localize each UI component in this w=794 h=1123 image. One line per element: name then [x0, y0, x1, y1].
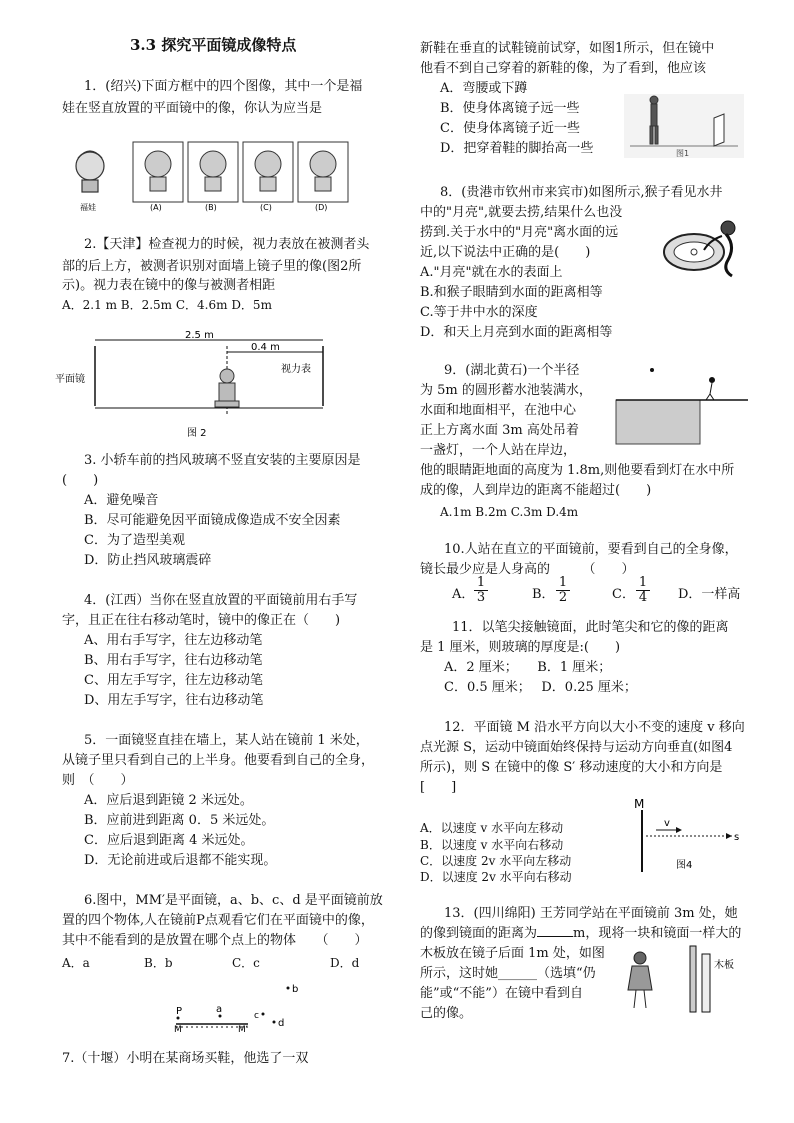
mirror-icon: [690, 946, 696, 1012]
q3-a: A．避免噪音: [84, 493, 159, 508]
q6-opt-c: C．c: [232, 956, 260, 970]
q6-line2: 置的四个物体,人在镜前P点观看它们在平面镜中的像，: [62, 913, 374, 928]
fuwa-original: [76, 151, 104, 192]
q10-a-fraction: $\frac{1}{3}$: [474, 576, 488, 605]
arrow-right-icon: [676, 827, 682, 833]
q11-ab: A．2 厘米； B．1 厘米；: [444, 660, 612, 675]
q5-line1: 5．一面镜竖直挂在墙上，某人站在镜前 1 米处，: [84, 733, 369, 748]
q3-d: D．防止挡风玻璃震碎: [84, 553, 212, 568]
q8-b: B.和猴子眼睛到水面的距离相等: [420, 285, 603, 300]
q6-label-d: d: [278, 1018, 285, 1029]
q6-line1: 6.图中，MM′是平面镜，a、b、c、d 是平面镜前放: [84, 893, 383, 908]
q6-opt-b: B．b: [144, 956, 173, 970]
person-icon: [215, 369, 239, 407]
q8-line1: 8．(贵港市钦州市来宾市)如图所示,猴子看见水井: [440, 185, 723, 200]
q5-line2: 从镜子里只看到自己的上半身。他要看到自己的全身，: [62, 753, 375, 768]
q10-c-fraction: $\frac{1}{4}$: [636, 576, 650, 605]
q1-label-d: (D): [315, 203, 328, 212]
q8-line4: 近,以下说法中正确的是( ): [420, 245, 591, 260]
q12-line3: 所示)，则 S 在镜中的像 S′ 移动速度的大小和方向是: [420, 760, 723, 775]
q5-a: A．应后退到距镜 2 米远处。: [84, 793, 253, 808]
board-icon: [702, 954, 710, 1012]
q10-line2: 镜长最少应是人身高的 （ ）: [420, 562, 635, 577]
q8-figure: [656, 212, 752, 284]
q12-c: C．以速度 2v 水平向左移动: [420, 854, 572, 868]
q2-line1: 2.【天津】检查视力的时候，视力表放在被测者头: [84, 237, 370, 252]
q13-line6: 己的像。: [420, 1006, 473, 1021]
q6-figure: [168, 982, 308, 1032]
q13-blank[interactable]: [537, 936, 573, 937]
q6-opt-a: A．a: [62, 956, 90, 970]
q10-line1: 10.人站在直立的平面镜前，要看到自己的全身像，: [444, 542, 738, 557]
q6-label-b: b: [292, 984, 299, 995]
q6-label-a: a: [216, 1004, 223, 1015]
q2-dist-total: 2.5 m: [185, 330, 214, 341]
q8-d: D．和天上月亮到水面的距离相等: [420, 325, 613, 340]
q13-line2-a: 的像到镜面的距离为: [420, 926, 538, 941]
q7-figure: [624, 94, 744, 158]
q9-figure: [610, 364, 750, 446]
q12-line1: 12．平面镜 M 沿水平方向以大小不变的速度 v 移向: [444, 720, 745, 735]
q12-label-m: M: [634, 797, 645, 811]
q2-mirror-label: 平面镜: [55, 374, 85, 385]
q1-label-fuwa: 福娃: [80, 203, 96, 212]
q13-line3: 木板放在镜子后面 1m 处，如图: [420, 946, 605, 961]
q12-caption: 图4: [676, 860, 693, 871]
q9-line4: 正上方离水面 3m 高处吊着: [420, 423, 579, 438]
mirror-icon: [714, 114, 724, 146]
q2-figure: [55, 326, 345, 444]
q5-line3: 则 （ ）: [62, 773, 134, 788]
q2-dist-part: 0.4 m: [251, 342, 280, 353]
q6-label-m2: M′: [238, 1025, 248, 1032]
q12-b: B．以速度 v 水平向右移动: [420, 838, 564, 852]
q10-d: D．一样高: [678, 587, 741, 602]
q13-line5: 能”或“不能”）在镜中看到自: [420, 986, 583, 1001]
q11-line1: 11．以笔尖接触镜面，此时笔尖和它的像的距离: [452, 620, 729, 635]
q9-line7: 成的像，人到岸边的距离不能超过( ): [420, 483, 652, 498]
q4-line1: 4．(江西）当你在竖直放置的平面镜前用右手写: [84, 593, 358, 608]
q7-caption: 图1: [676, 149, 690, 158]
q4-b: B、用右手写字，往右边移动笔: [84, 653, 263, 668]
q3-line1: 3. 小轿车前的挡风玻璃不竖直安装的主要原因是: [84, 453, 361, 468]
q7-line1: 7.（十堰）小明在某商场买鞋，他选了一双: [62, 1051, 309, 1066]
q2-line2: 部的后上方，被测者识别对面墙上镜子里的像(图2所: [62, 259, 362, 274]
q6-label-p: P: [176, 1006, 183, 1017]
q7-a: A．弯腰或下蹲: [440, 81, 528, 96]
q10-b-label: B．: [532, 587, 555, 602]
q10-a-label: A．: [452, 587, 475, 602]
q9-line1: 9．(湖北黄石)一个半径: [444, 363, 580, 378]
q7-b: B．使身体离镜子远一些: [440, 101, 580, 116]
q7-c: C．使身体离镜子近一些: [440, 121, 580, 136]
page-title: 3.3 探究平面镜成像特点: [130, 36, 297, 54]
q8-line2: 中的"月亮",就要去捞,结果什么也没: [420, 205, 623, 220]
q1-line2: 娃在竖直放置的平面镜中的像，你认为应当是: [62, 101, 323, 116]
q10-b-fraction: $\frac{1}{2}$: [556, 576, 570, 605]
q10-c-label: C．: [612, 587, 635, 602]
q13-board-label: 木板: [714, 960, 734, 971]
q12-label-s: s: [734, 832, 740, 843]
q8-line3: 捞到.关于水中的"月亮"离水面的远: [420, 225, 619, 240]
q9-line5: 一盏灯，一个人站在岸边，: [420, 443, 577, 458]
q3-b: B．尽可能避免因平面镜成像造成不安全因素: [84, 513, 341, 528]
q4-d: D、用左手写字，往右边移动笔: [84, 693, 264, 708]
q12-label-v: v: [664, 818, 670, 829]
q12-line2: 点光源 S，运动中镜面始终保持与运动方向垂直(如图4: [420, 740, 733, 755]
pool-water: [616, 400, 700, 444]
q2-line3: 示)。视力表在镜中的像与被测者相距: [62, 278, 276, 293]
q5-d: D．无论前进或后退都不能实现。: [84, 853, 277, 868]
q4-line2: 字，且正在往右移动笔时，镜中的像正在（ ): [62, 613, 341, 628]
q1-figure: [60, 138, 380, 213]
q9-line3: 水面和地面相平，在池中心: [420, 403, 577, 418]
q12-line4: [ ]: [420, 780, 457, 795]
q5-b: B．应前进到距离 0．5 米远处。: [84, 813, 275, 828]
q1-line1: 1．(绍兴)下面方框中的四个图像，其中一个是福: [84, 79, 363, 94]
q6-label-c: c: [254, 1011, 259, 1021]
q4-a: A、用右手写字，往左边移动笔: [84, 633, 263, 648]
q2-chart-label: 视力表: [281, 364, 311, 375]
q13-line1: 13．(四川绵阳) 王芳同学站在平面镜前 3m 处，她: [444, 906, 738, 921]
q2-caption: 图 2: [187, 428, 207, 439]
lamp-icon: [650, 368, 654, 372]
q13-line4: 所示，这时她______（选填“仍: [420, 966, 596, 981]
q8-c: C.等于井中水的深度: [420, 305, 538, 320]
q2-options: A．2.1 m B．2.5m C．4.6m D．5m: [62, 298, 272, 312]
q13-figure: [620, 944, 750, 1016]
q4-c: C、用左手写字，往左边移动笔: [84, 673, 263, 688]
q8-a: A."月亮"就在水的表面上: [420, 265, 563, 280]
q9-line6: 他的眼睛距地面的高度为 1.8m,则他要看到灯在水中所: [420, 463, 735, 478]
q6-line3: 其中不能看到的是放置在哪个点上的物体 （ ）: [62, 933, 368, 948]
q11-cd: C．0.5 厘米； D．0.25 厘米；: [444, 680, 637, 695]
q6-label-m: M: [174, 1025, 182, 1032]
q1-label-a: (A): [150, 203, 162, 212]
person-icon: [706, 378, 715, 401]
q13-line2: [420, 925, 741, 943]
q7-line2: 新鞋在垂直的试鞋镜前试穿，如图1所示，但在镜中: [420, 41, 715, 56]
q3-c: C．为了造型美观: [84, 533, 185, 548]
q11-line2: 是 1 厘米，则玻璃的厚度是:( ): [420, 640, 621, 655]
q7-d: D．把穿着鞋的脚抬高一些: [440, 141, 594, 156]
q12-figure: [626, 796, 746, 876]
q5-c: C．应后退到距离 4 米远处。: [84, 833, 254, 848]
q6-opt-d: D．d: [330, 956, 360, 970]
q12-d: D．以速度 2v 水平向右移动: [420, 870, 572, 884]
q9-line2: 为 5m 的圆形蓄水池装满水，: [420, 383, 592, 398]
q12-a: A．以速度 v 水平向左移动: [420, 821, 564, 835]
q13-line2-b: m，现将一块和镜面一样大的: [573, 926, 742, 941]
q7-line3: 他看不到自己穿着的新鞋的像，为了看到，他应该: [420, 61, 707, 76]
q3-line2: ( ): [62, 473, 99, 488]
q1-label-b: (B): [205, 203, 217, 212]
q9-options: A.1m B.2m C.3m D.4m: [440, 505, 579, 519]
q1-label-c: (C): [260, 203, 272, 212]
arrow-right-icon: [726, 833, 732, 839]
girl-icon: [628, 952, 652, 1008]
